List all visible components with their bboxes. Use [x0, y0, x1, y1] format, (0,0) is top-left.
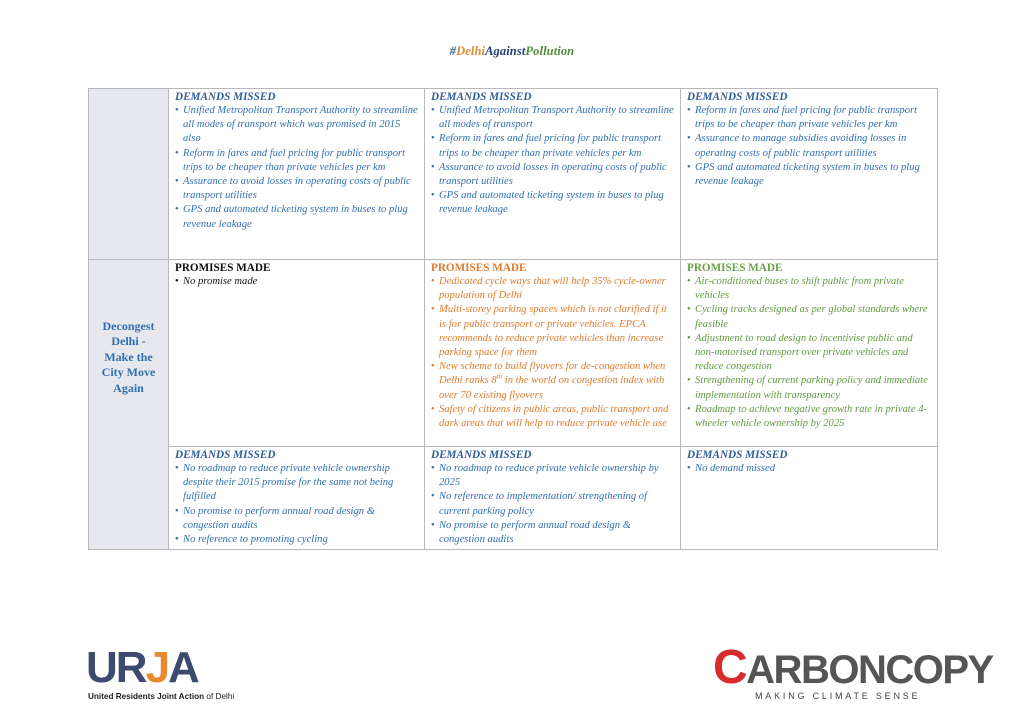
urja-tagline	[88, 692, 234, 701]
side-label-line: Again	[113, 380, 144, 395]
list-item-text: Assurance to manage subsidies avoiding losses in operating costs of public transport utilities	[695, 133, 907, 159]
list-item	[175, 104, 420, 147]
bullet-icon: •	[431, 133, 435, 145]
list-item-text: Unified Metropolitan Transport Authority to streamline all modes of transport	[439, 105, 674, 131]
list-item	[431, 490, 676, 518]
cell-r2-c1	[425, 447, 681, 550]
list-item	[175, 275, 420, 289]
side-label-line: City Move	[101, 365, 156, 380]
list-item	[175, 533, 420, 547]
bullet-icon: •	[431, 105, 435, 116]
bullet-list	[431, 104, 676, 218]
list-item-text: GPS and automated ticketing system in buses to plug revenue leakage	[183, 204, 408, 230]
table-row	[89, 89, 938, 260]
list-item	[175, 505, 420, 533]
cell-r0-c2	[681, 89, 938, 260]
bullet-icon: •	[175, 505, 179, 517]
list-item	[687, 332, 933, 375]
table-row	[89, 447, 938, 550]
list-item-text: No roadmap to reduce private vehicle ownership despite their 2015 promise for the same not being fulfilled	[183, 463, 394, 503]
urja-letter: U	[86, 643, 116, 692]
carboncopy-tagline: MAKING CLIMATE SENSE	[755, 691, 921, 701]
list-item-text: Assurance to avoid losses in operating costs of public transport utilities	[439, 161, 667, 188]
list-item	[687, 275, 933, 303]
list-item	[175, 175, 420, 203]
list-item	[431, 275, 676, 303]
list-item-text: Reform in fares and fuel pricing for public transport trips to be cheaper than private vehicles per km	[695, 105, 918, 131]
bullet-icon: •	[687, 463, 691, 474]
list-item-text: Reform in fares and fuel pricing for public transport trips to be cheaper than private vehicles per km	[439, 133, 662, 159]
urja-letter: R	[115, 643, 146, 692]
bullet-icon: •	[175, 276, 179, 287]
list-item-text	[439, 361, 665, 400]
bullet-icon: •	[175, 463, 179, 474]
hashtag-pollution: Pollution	[525, 44, 575, 58]
demands-promises-table	[88, 88, 938, 550]
cell-r0-c1	[425, 89, 681, 260]
side-label-line: Decongest	[102, 318, 155, 333]
bullet-list	[687, 104, 933, 189]
list-item-text: No promise to perform annual road design & congestion audits	[183, 505, 375, 531]
bullet-list	[175, 104, 420, 232]
cell-r1-c2	[681, 260, 938, 447]
list-item-text: Unified Metropolitan Transport Authority to streamline all modes of transport which was promised in 2015 also	[183, 105, 418, 145]
cell-r1-c0	[169, 260, 425, 447]
list-item-text: Multi-storey parking spaces which is not clarified if it is for public transport or private vehicles. EPCA recommends to reduce private vehicles than increase parking space for them	[439, 304, 667, 359]
list-item	[687, 161, 933, 189]
list-item-text: GPS and automated ticketing system in buses to plug revenue leakage	[695, 161, 920, 188]
bullet-icon: •	[175, 105, 179, 116]
cell-header: PROMISES MADE	[687, 262, 783, 274]
bullet-icon: •	[431, 463, 435, 474]
bullet-icon: •	[431, 161, 435, 173]
list-item-text: GPS and automated ticketing system in buses to plug revenue leakage	[439, 190, 664, 216]
bullet-icon: •	[431, 403, 435, 415]
side-label-line: Delhi -	[111, 334, 146, 349]
cell-header: DEMANDS MISSED	[431, 91, 532, 103]
list-item	[431, 161, 676, 189]
list-item-text: Assurance to avoid losses in operating costs of public transport utilities	[183, 176, 411, 202]
list-item	[687, 303, 933, 331]
urja-letter: J	[145, 643, 169, 692]
bullet-icon: •	[175, 204, 179, 216]
urja-logo	[86, 643, 250, 706]
cell-header: PROMISES MADE	[175, 262, 271, 274]
cell-header: DEMANDS MISSED	[175, 91, 276, 103]
cell-header: DEMANDS MISSED	[175, 449, 276, 461]
urja-tagline-main: United Residents Joint Action	[88, 692, 205, 701]
cell-r1-c1	[425, 260, 681, 447]
hashtag-delhi: Delhi	[456, 44, 486, 58]
list-item-text: No reference to implementation/ strengthening of current parking policy	[439, 491, 648, 517]
cell-r0-c0	[169, 89, 425, 260]
list-item-text: Roadmap to achieve negative growth rate in private 4-wheeler vehicle ownership by 2025	[695, 403, 928, 430]
list-item	[687, 374, 933, 402]
cell-r2-c2	[681, 447, 938, 550]
cell-header: PROMISES MADE	[431, 262, 527, 274]
list-item-text: Reform in fares and fuel pricing for public transport trips to be cheaper than private vehicles per km	[183, 147, 406, 173]
bullet-list	[175, 275, 420, 289]
list-item-text: No reference to promoting cycling	[183, 534, 328, 546]
bullet-icon: •	[175, 176, 179, 188]
bullet-icon: •	[687, 332, 691, 344]
bullet-icon: •	[431, 491, 435, 503]
ordinal-suffix: in the world on congestion index with over 70 existing flyovers	[439, 375, 665, 401]
list-item-text: Cycling tracks designed as per global standards where feasible	[695, 304, 928, 330]
carboncopy-rest: ARBONCOPY	[746, 648, 993, 692]
list-item-text: No demand missed	[695, 463, 776, 474]
page-hashtag	[0, 44, 1024, 59]
hashtag-hash: #	[449, 44, 457, 58]
cell-r2-c0	[169, 447, 425, 550]
bullet-icon: •	[687, 276, 691, 287]
list-item-text: No promise to perform annual road design & congestion audits	[439, 519, 631, 546]
carboncopy-c: C	[713, 641, 747, 694]
bullet-icon: •	[431, 519, 435, 531]
list-item	[687, 104, 933, 132]
list-item	[687, 462, 933, 476]
bullet-icon: •	[175, 534, 179, 546]
list-item	[431, 519, 676, 547]
side-label	[89, 319, 168, 397]
list-item-text: Adjustment to road design to incentivise public and non-motorised transport over private vehicles and reduce congestion	[695, 332, 913, 373]
bullet-list	[687, 462, 933, 476]
list-item	[431, 189, 676, 217]
list-item-text: Strengthening of current parking policy and immediate implementation with transparency	[695, 375, 928, 401]
list-item	[175, 147, 420, 175]
cell-header: DEMANDS MISSED	[687, 449, 788, 461]
carboncopy-wordmark	[713, 641, 993, 694]
side-cell-empty	[89, 89, 169, 260]
cell-header: DEMANDS MISSED	[687, 91, 788, 103]
bullet-list	[687, 275, 933, 431]
bullet-icon: •	[431, 361, 435, 373]
bullet-list	[431, 462, 676, 547]
list-item	[431, 104, 676, 132]
list-item	[431, 360, 676, 403]
bullet-icon: •	[175, 147, 179, 159]
list-item	[175, 462, 420, 505]
ordinal-sup: th	[496, 372, 503, 381]
bullet-icon: •	[687, 375, 691, 387]
bullet-list	[431, 275, 676, 431]
urja-letter: A	[168, 643, 198, 692]
list-item-text: Safety of citizens in public areas, public transport and dark areas that will help to reduce private vehicle use	[439, 403, 669, 430]
bullet-icon: •	[687, 105, 691, 116]
bullet-icon: •	[687, 161, 691, 173]
side-label-cell	[89, 260, 169, 550]
list-item-text: Air-conditioned buses to shift public from private vehicles	[695, 276, 904, 302]
bullet-icon: •	[687, 133, 691, 145]
ordinal-prefix: New scheme to build flyovers for de-congestion when Delhi ranks 8	[439, 361, 666, 387]
carboncopy-logo	[713, 641, 993, 705]
list-item	[687, 132, 933, 160]
list-item-text: No promise made	[183, 276, 258, 287]
list-item	[431, 132, 676, 160]
cell-header: DEMANDS MISSED	[431, 449, 532, 461]
urja-wordmark	[86, 643, 198, 692]
list-item	[431, 462, 676, 490]
urja-tagline-of: of Delhi	[204, 692, 235, 701]
bullet-icon: •	[431, 276, 435, 287]
list-item	[687, 403, 933, 431]
list-item	[431, 403, 676, 431]
hashtag-against: Against	[485, 44, 526, 58]
list-item-text: No roadmap to reduce private vehicle ownership by 2025	[439, 463, 659, 489]
bullet-list	[175, 462, 420, 547]
table-row	[89, 260, 938, 447]
side-label-line: Make the	[104, 349, 153, 364]
bullet-icon: •	[687, 304, 691, 316]
bullet-icon: •	[431, 190, 435, 202]
list-item	[175, 203, 420, 231]
bullet-icon: •	[431, 304, 435, 316]
list-item	[431, 303, 676, 360]
bullet-icon: •	[687, 403, 691, 415]
list-item-text: Dedicated cycle ways that will help 35% cycle-owner population of Delhi	[439, 276, 666, 302]
